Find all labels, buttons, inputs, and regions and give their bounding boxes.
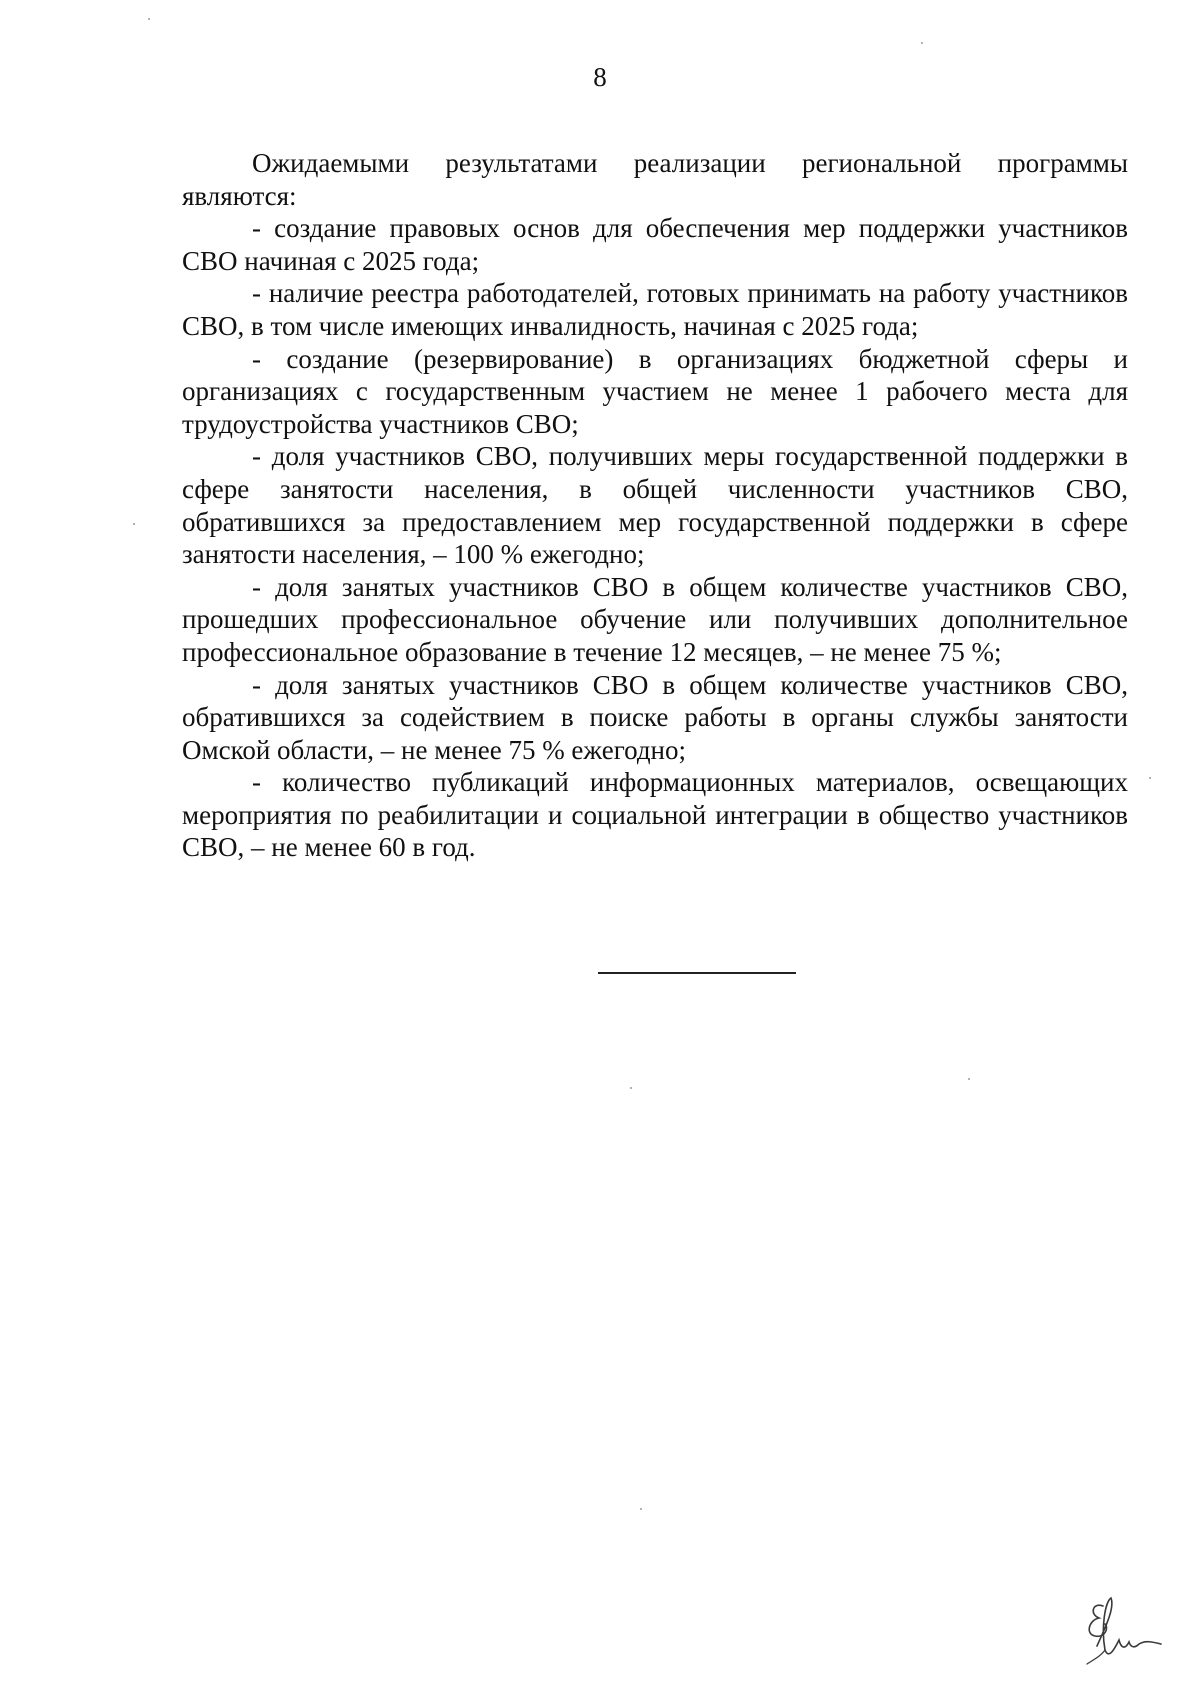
scan-speck: [1149, 777, 1151, 779]
paragraph-item: - доля занятых участников СВО в общем количестве участников СВО, обратившихся за содействием в поиске работы в органы службы занятости Омской области, – не менее 75 % ежегодно;: [182, 669, 1128, 765]
paragraph-item: - создание правовых основ для обеспечения мер поддержки участников СВО начиная с 2025 года;: [182, 213, 1128, 276]
signature-mark: [1075, 1588, 1175, 1668]
document-body: [182, 147, 1128, 864]
paragraph-item: - наличие реестра работодателей, готовых принимать на работу участников СВО, в том числе имеющих инвалидность, начиная с 2025 года;: [182, 278, 1128, 341]
scan-speck: [133, 523, 135, 525]
paragraph-item: - создание (резервирование) в организациях бюджетной сферы и организациях с государственным участием не менее 1 рабочего места для трудоустройства участников СВО;: [182, 343, 1128, 439]
paragraph-item: - доля занятых участников СВО в общем количестве участников СВО, прошедших профессиональное обучение или получивших дополнительное профессиональное образование в течение 12 месяцев, – не менее 75 %;: [182, 571, 1128, 667]
paragraph-intro: Ожидаемыми результатами реализации региональной программы являются:: [182, 148, 1128, 211]
closing-rule: [598, 972, 796, 974]
paragraph-item: - доля участников СВО, получивших меры государственной поддержки в сфере занятости населения, в общей численности участников СВО, обратившихся за предоставлением мер государственной поддержки в сфере занятости населения, – 100 % ежегодно;: [182, 441, 1128, 570]
scan-speck: [921, 42, 923, 44]
scan-speck: [640, 1508, 642, 1510]
page-number: 8: [593, 62, 607, 92]
scan-speck: [148, 18, 150, 20]
scan-speck: [630, 1087, 632, 1089]
paragraph-item: - количество публикаций информационных материалов, освещающих мероприятия по реабилитации и социальной интеграции в общество участников СВО, – не менее 60 в год.: [182, 767, 1128, 863]
scan-speck: [968, 1078, 970, 1080]
